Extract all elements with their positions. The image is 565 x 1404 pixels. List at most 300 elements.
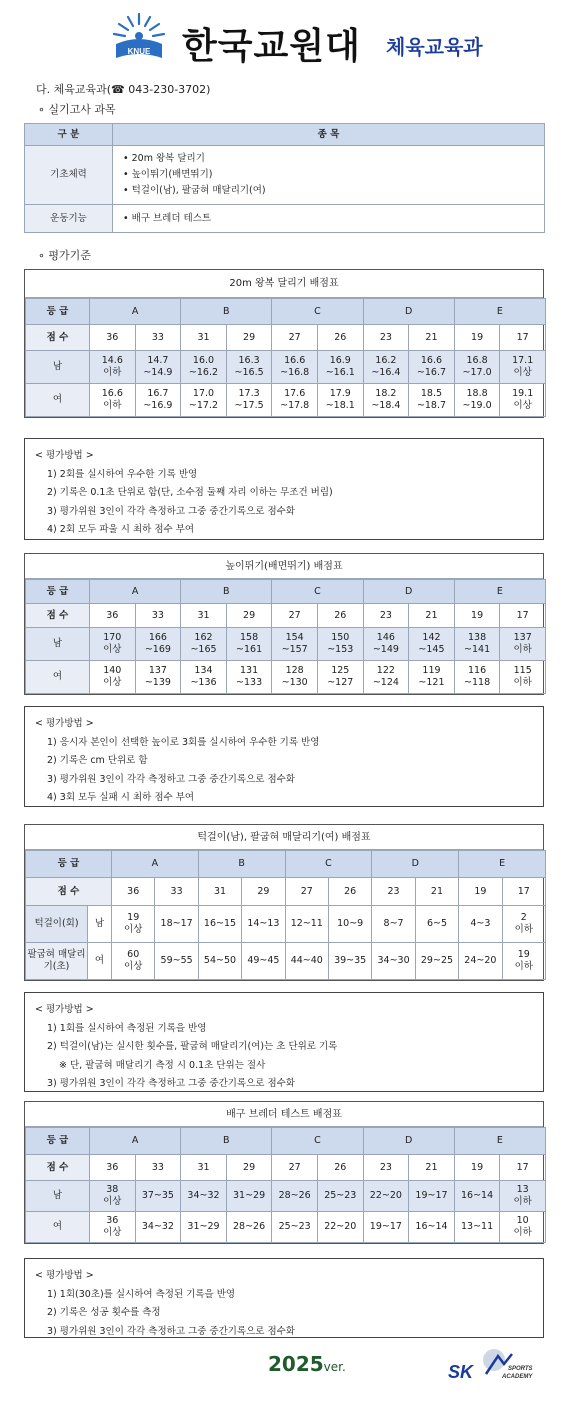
- score-range-line: ~19.0: [462, 400, 492, 411]
- score-range-line: ~16.2: [188, 367, 219, 378]
- page-header: [0, 0, 565, 70]
- grade-cell: D: [372, 851, 459, 878]
- score-range-line: ~157: [281, 644, 308, 655]
- score-range-line: 150: [331, 632, 350, 644]
- grade-cell: B: [181, 299, 272, 325]
- female-value-cell: [317, 1212, 363, 1243]
- score-range-line: 25~23: [278, 1221, 311, 1233]
- score-range-line: 18.5: [420, 388, 443, 400]
- female-row: [26, 384, 546, 417]
- male-value-cell: [181, 1181, 227, 1212]
- subjects-event-item: • 높이뛰기(배면뛰기): [123, 169, 213, 181]
- grade-cell: E: [454, 1128, 545, 1155]
- method-item: 2) 턱걸이(남)는 실시한 횟수를, 팔굽혀 매달리기(여)는 초 단위로 기록: [47, 1041, 338, 1053]
- score-range-line: 134: [194, 665, 213, 677]
- jump-score-table: [24, 553, 544, 695]
- score-range-line: 31~29: [233, 1190, 266, 1202]
- event-label: 턱걸이(회): [26, 906, 88, 943]
- grade-row: [26, 1128, 546, 1155]
- volley-score-table: [24, 1101, 544, 1244]
- score-range-line: 137: [513, 632, 532, 644]
- score-range-line: ~121: [418, 677, 445, 688]
- score-range-line: 16.6: [101, 388, 123, 400]
- score-range-line: 19.1: [512, 388, 534, 400]
- male-value-cell: [363, 628, 409, 661]
- male-value-cell: [242, 906, 285, 943]
- male-value-cell: [317, 1181, 363, 1212]
- score-range-line: 이상: [103, 1196, 122, 1207]
- score-cell: 33: [155, 878, 198, 906]
- male-value-cell: [500, 628, 546, 661]
- score-range-line: 19: [127, 912, 140, 924]
- score-cell: 29: [226, 1155, 272, 1181]
- score-range-line: 14.7: [147, 355, 169, 367]
- score-range-line: 128: [285, 665, 304, 677]
- score-range-line: 16.7: [147, 388, 169, 400]
- score-cell: 33: [135, 604, 181, 628]
- male-row: [26, 1181, 546, 1212]
- grade-label: 등 급: [26, 299, 90, 325]
- score-range-line: 16~14: [461, 1190, 494, 1202]
- score-range-line: 131: [240, 665, 259, 677]
- male-value-cell: [198, 906, 241, 943]
- female-value-cell: [363, 661, 409, 694]
- score-table-title: 턱걸이(남), 팔굽혀 매달리기(여) 배점표: [25, 825, 543, 850]
- score-range-line: 24~20: [464, 955, 497, 967]
- score-range-line: 49~45: [247, 955, 280, 967]
- score-range-line: 14.6: [101, 355, 123, 367]
- score-range-line: 17.0: [192, 388, 215, 400]
- female-value-cell: [500, 661, 546, 694]
- female-value-cell: [242, 943, 285, 980]
- score-label: 점 수: [26, 325, 90, 351]
- subjects-event-item: • 배구 브레더 테스트: [123, 212, 212, 224]
- method-item: 3) 평가위원 3인이 각각 측정하고 그중 중간기록으로 점수화: [47, 505, 296, 517]
- score-range-line: ~16.4: [371, 367, 401, 378]
- method-item: 1) 1회를 실시하여 측정된 기록을 반영: [47, 1022, 207, 1034]
- method-item: 3) 평가위원 3인이 각각 측정하고 그중 중간기록으로 점수화: [47, 773, 296, 785]
- subjects-event-item: • 20m 왕복 달리기: [123, 153, 205, 165]
- male-value-cell: [317, 351, 363, 384]
- grade-cell: E: [459, 851, 546, 878]
- svg-text:KNUE: KNUE: [127, 47, 151, 56]
- grade-cell: A: [112, 851, 199, 878]
- method-item: 1) 응시자 본인이 선택한 높이로 3회를 실시하여 우수한 기록 반영: [47, 736, 320, 748]
- score-range-line: 115: [513, 665, 532, 677]
- male-value-cell: [363, 1181, 409, 1212]
- score-cell: 29: [226, 325, 272, 351]
- female-value-cell: [135, 384, 181, 417]
- score-range-line: ~165: [190, 644, 217, 655]
- section-title-subjects: ∘ 실기고사 과목: [38, 103, 116, 116]
- score-range-line: 39~35: [334, 955, 367, 967]
- grade-cell: D: [363, 299, 454, 325]
- score-range-line: 37~35: [141, 1190, 174, 1202]
- grade-cell: C: [272, 299, 363, 325]
- score-range-line: 18.2: [375, 388, 397, 400]
- score-range-line: 이하: [103, 400, 122, 411]
- score-range-line: 10: [516, 1215, 529, 1227]
- method-item: 4) 3회 모두 실패 시 최하 점수 부여: [47, 792, 195, 804]
- gender-label: 남: [26, 628, 90, 661]
- grade-cell: E: [454, 580, 545, 604]
- female-value-cell: [454, 661, 500, 694]
- score-range-line: 이하: [514, 924, 533, 935]
- score-range-line: 19~17: [369, 1221, 402, 1233]
- male-value-cell: [372, 906, 415, 943]
- grade-cell: A: [90, 1128, 181, 1155]
- male-row: [26, 351, 546, 384]
- female-row: [26, 1212, 546, 1243]
- score-table-grid: [25, 579, 546, 694]
- score-range-line: 이하: [513, 1196, 532, 1207]
- score-range-line: 122: [376, 665, 395, 677]
- grade-cell: B: [181, 580, 272, 604]
- male-value-cell: [226, 1181, 272, 1212]
- female-value-cell: [181, 661, 227, 694]
- score-range-line: 13~11: [461, 1221, 494, 1233]
- score-range-line: 36: [106, 1215, 119, 1227]
- score-cell: 33: [135, 325, 181, 351]
- score-range-line: 22~20: [369, 1190, 402, 1202]
- department-contact: 다. 체육교육과(☎ 043-230-3702): [36, 83, 211, 96]
- score-range-line: 25~23: [324, 1190, 357, 1202]
- score-range-line: 19~17: [415, 1190, 448, 1202]
- male-value-cell: [272, 1181, 318, 1212]
- version-label: 2025ver.: [268, 1352, 346, 1376]
- male-value-cell: [459, 906, 502, 943]
- score-label: 점 수: [26, 878, 112, 906]
- score-cell: 31: [181, 604, 227, 628]
- score-cell: 21: [409, 1155, 455, 1181]
- score-cell: 26: [317, 325, 363, 351]
- score-range-line: ~124: [372, 677, 399, 688]
- female-value-cell: [90, 661, 136, 694]
- grade-row: [26, 580, 546, 604]
- grade-row: [26, 851, 546, 878]
- score-cell: 19: [459, 878, 502, 906]
- male-value-cell: [181, 628, 227, 661]
- score-range-line: 10~9: [337, 918, 364, 930]
- female-value-cell: [502, 943, 545, 980]
- gender-label: 여: [26, 661, 90, 694]
- score-range-line: 146: [376, 632, 395, 644]
- female-value-cell: [90, 1212, 136, 1243]
- score-range-line: ~16.5: [234, 367, 264, 378]
- score-range-line: 12~11: [290, 918, 323, 930]
- score-range-line: 16.6: [284, 355, 306, 367]
- male-value-cell: [90, 351, 136, 384]
- male-value-cell: [500, 351, 546, 384]
- female-value-cell: [454, 1212, 500, 1243]
- grade-cell: B: [181, 1128, 272, 1155]
- subjects-events-cell: [113, 146, 545, 205]
- score-cell: 36: [90, 1155, 136, 1181]
- method-item: 2) 기록은 cm 단위로 함: [47, 755, 148, 767]
- score-range-line: 이하: [513, 1227, 532, 1238]
- female-value-cell: [155, 943, 198, 980]
- jump-evaluation-method: [24, 706, 544, 807]
- method-item: 2) 기록은 0.1초 단위로 함(단, 소수점 둘째 자리 이하는 무조건 버림): [47, 487, 333, 499]
- method-title: < 평가방법 >: [35, 718, 94, 729]
- score-range-line: 116: [468, 665, 487, 677]
- score-range-line: 119: [422, 665, 441, 677]
- female-value-cell: [454, 384, 500, 417]
- sk-sports-academy-logo-icon: [446, 1346, 538, 1388]
- grade-cell: C: [272, 580, 363, 604]
- subjects-events-cell: [113, 205, 545, 233]
- method-item: 3) 평가위원 3인이 각각 측정하고 그중 중간기록으로 점수화: [47, 1325, 296, 1337]
- score-range-line: ~149: [372, 644, 399, 655]
- score-range-line: 16~14: [415, 1221, 448, 1233]
- score-range-line: 154: [285, 632, 304, 644]
- male-value-cell: [135, 351, 181, 384]
- score-cell: 27: [272, 1155, 318, 1181]
- male-row: [26, 906, 546, 943]
- female-value-cell: [285, 943, 328, 980]
- score-cell: 31: [198, 878, 241, 906]
- method-title: < 평가방법 >: [35, 1270, 94, 1281]
- score-cell: 17: [502, 878, 545, 906]
- male-value-cell: [502, 906, 545, 943]
- score-range-line: ~133: [236, 677, 263, 688]
- score-range-line: 18~17: [160, 918, 193, 930]
- female-value-cell: [226, 661, 272, 694]
- score-table-grid: [25, 298, 546, 417]
- method-item: 4) 2회 모두 파울 시 최하 점수 부여: [47, 524, 195, 536]
- score-range-line: 54~50: [203, 955, 237, 967]
- score-range-line: 4~3: [470, 918, 491, 930]
- score-cell: 19: [454, 325, 500, 351]
- score-cell: 21: [409, 604, 455, 628]
- score-range-line: 이상: [124, 961, 143, 972]
- male-value-cell: [285, 906, 328, 943]
- gender-label: 여: [26, 384, 90, 417]
- score-range-line: 142: [422, 632, 441, 644]
- score-table-title: 배구 브레더 테스트 배점표: [25, 1102, 543, 1127]
- score-cell: 26: [317, 604, 363, 628]
- score-range-line: ~16.7: [416, 367, 447, 378]
- score-range-line: 18.8: [466, 388, 488, 400]
- grade-cell: E: [454, 299, 545, 325]
- score-range-line: 6~5: [426, 918, 447, 930]
- female-value-cell: [90, 384, 136, 417]
- score-cell: 17: [500, 325, 546, 351]
- score-cell: 23: [372, 878, 415, 906]
- female-value-cell: [409, 661, 455, 694]
- score-table-title: 20m 왕복 달리기 배점표: [25, 270, 543, 298]
- male-value-cell: [328, 906, 371, 943]
- method-item: 3) 평가위원 3인이 각각 측정하고 그중 중간기록으로 점수화: [47, 1078, 296, 1090]
- male-value-cell: [90, 628, 136, 661]
- score-cell: 36: [90, 325, 136, 351]
- male-value-cell: [409, 1181, 455, 1212]
- female-value-cell: [328, 943, 371, 980]
- male-value-cell: [500, 1181, 546, 1212]
- male-value-cell: [112, 906, 155, 943]
- subjects-category: 기초체력: [25, 146, 113, 205]
- score-range-line: ~136: [190, 677, 217, 688]
- male-value-cell: [272, 628, 318, 661]
- grade-label: 등 급: [26, 1128, 90, 1155]
- score-range-line: 14~13: [247, 918, 280, 930]
- score-range-line: 16.3: [238, 355, 260, 367]
- score-range-line: 17.6: [284, 388, 306, 400]
- female-value-cell: [500, 384, 546, 417]
- gender-label: 남: [26, 351, 90, 384]
- score-range-line: 이하: [513, 644, 532, 655]
- male-value-cell: [454, 1181, 500, 1212]
- female-value-cell: [135, 1212, 181, 1243]
- score-range-line: 44~40: [290, 955, 323, 967]
- pullup-evaluation-method: [24, 992, 544, 1092]
- grade-row: [26, 299, 546, 325]
- score-range-line: ~17.8: [280, 400, 310, 411]
- male-value-cell: [409, 351, 455, 384]
- score-range-line: 이상: [124, 924, 143, 935]
- score-cell: 17: [500, 604, 546, 628]
- score-range-line: 34~32: [141, 1221, 174, 1233]
- female-value-cell: [181, 384, 227, 417]
- volley-evaluation-method: [24, 1258, 544, 1338]
- method-title: < 평가방법 >: [35, 450, 94, 461]
- score-cell: 36: [112, 878, 155, 906]
- male-value-cell: [181, 351, 227, 384]
- page-title: 한국교원대: [182, 26, 361, 67]
- male-value-cell: [317, 628, 363, 661]
- score-row: [26, 604, 546, 628]
- score-range-line: 17.3: [238, 388, 260, 400]
- female-value-cell: [317, 384, 363, 417]
- female-value-cell: [226, 1212, 272, 1243]
- department-subtitle: 체육교육과: [386, 35, 483, 59]
- score-cell: 21: [409, 325, 455, 351]
- male-value-cell: [155, 906, 198, 943]
- score-cell: 23: [363, 325, 409, 351]
- score-cell: 31: [181, 325, 227, 351]
- svg-text:SK: SK: [448, 1362, 474, 1382]
- score-row: [26, 1155, 546, 1181]
- score-cell: 27: [272, 325, 318, 351]
- score-range-line: 19: [517, 949, 530, 961]
- score-range-line: 137: [148, 665, 167, 677]
- grade-label: 등 급: [26, 851, 112, 878]
- score-row: [26, 878, 546, 906]
- score-range-line: 28~26: [278, 1190, 311, 1202]
- score-range-line: 34~30: [377, 955, 410, 967]
- score-cell: 27: [272, 604, 318, 628]
- score-range-line: 138: [468, 632, 487, 644]
- male-row: [26, 628, 546, 661]
- score-range-line: ~18.1: [325, 400, 355, 411]
- score-table-grid: [25, 1127, 546, 1243]
- female-value-cell: [317, 661, 363, 694]
- section-title-criteria: ∘ 평가기준: [38, 249, 91, 262]
- score-range-line: 이하: [513, 677, 532, 688]
- score-range-line: 31~29: [187, 1221, 220, 1233]
- gender-label: 여: [88, 943, 112, 980]
- female-value-cell: [363, 1212, 409, 1243]
- female-value-cell: [372, 943, 415, 980]
- score-range-line: ~139: [144, 677, 171, 688]
- score-range-line: 158: [240, 632, 259, 644]
- male-value-cell: [226, 628, 272, 661]
- score-table-title: 높이뛰기(배면뛰기) 배점표: [25, 554, 543, 579]
- male-value-cell: [135, 628, 181, 661]
- score-range-line: 17.1: [512, 355, 534, 367]
- score-cell: 26: [317, 1155, 363, 1181]
- knue-logo-icon: [108, 10, 170, 66]
- score-range-line: 140: [103, 665, 122, 677]
- score-range-line: 29~25: [420, 955, 454, 967]
- score-range-line: 16~15: [203, 918, 237, 930]
- grade-cell: D: [363, 1128, 454, 1155]
- score-range-line: 16.6: [420, 355, 443, 367]
- score-cell: 33: [135, 1155, 181, 1181]
- event-label: 팔굽혀 매달리기(초): [26, 943, 88, 980]
- subjects-event-item: • 턱걸이(남), 팔굽혀 매달리기(여): [123, 184, 266, 196]
- score-range-line: ~127: [327, 677, 354, 688]
- method-item: ※ 단, 팔굽혀 매달리기 측정 시 0.1초 단위는 절사: [59, 1059, 266, 1071]
- method-item: 2) 기록은 성공 횟수를 측정: [47, 1307, 161, 1319]
- female-value-cell: [415, 943, 458, 980]
- score-range-line: ~169: [144, 644, 171, 655]
- score-range-line: ~16.9: [143, 400, 173, 411]
- score-range-line: 8~7: [383, 918, 404, 930]
- score-cell: 23: [363, 1155, 409, 1181]
- score-range-line: 170: [103, 632, 122, 644]
- score-range-line: ~18.7: [416, 400, 447, 411]
- score-cell: 27: [285, 878, 328, 906]
- score-range-line: 이상: [103, 677, 122, 688]
- run-evaluation-method: [24, 438, 544, 540]
- score-cell: 36: [90, 604, 136, 628]
- grade-cell: A: [90, 580, 181, 604]
- score-cell: 26: [328, 878, 371, 906]
- female-value-cell: [500, 1212, 546, 1243]
- female-value-cell: [272, 1212, 318, 1243]
- score-cell: 19: [454, 604, 500, 628]
- score-range-line: 34~32: [187, 1190, 220, 1202]
- subjects-header-category: 구 분: [25, 124, 113, 146]
- subjects-category: 운동기능: [25, 205, 113, 233]
- female-value-cell: [272, 661, 318, 694]
- male-value-cell: [272, 351, 318, 384]
- score-range-line: 2: [520, 912, 527, 924]
- score-range-line: 125: [331, 665, 350, 677]
- score-range-line: ~14.9: [143, 367, 173, 378]
- svg-text:SPORTS: SPORTS: [508, 1366, 533, 1372]
- male-value-cell: [363, 351, 409, 384]
- score-range-line: ~16.1: [325, 367, 355, 378]
- score-range-line: 이상: [513, 400, 532, 411]
- score-cell: 19: [454, 1155, 500, 1181]
- female-row: [26, 661, 546, 694]
- score-range-line: ~141: [464, 644, 491, 655]
- score-range-line: ~16.8: [280, 367, 310, 378]
- score-label: 점 수: [26, 604, 90, 628]
- score-range-line: 16.9: [329, 355, 351, 367]
- gender-label: 남: [88, 906, 112, 943]
- score-range-line: ~161: [236, 644, 263, 655]
- male-value-cell: [415, 906, 458, 943]
- method-item: 1) 2회를 실시하여 우수한 기록 반영: [47, 468, 198, 480]
- score-label: 점 수: [26, 1155, 90, 1181]
- score-range-line: 38: [106, 1184, 119, 1196]
- score-range-line: ~153: [327, 644, 354, 655]
- score-cell: 17: [500, 1155, 546, 1181]
- svg-text:ACADEMY: ACADEMY: [502, 1374, 533, 1380]
